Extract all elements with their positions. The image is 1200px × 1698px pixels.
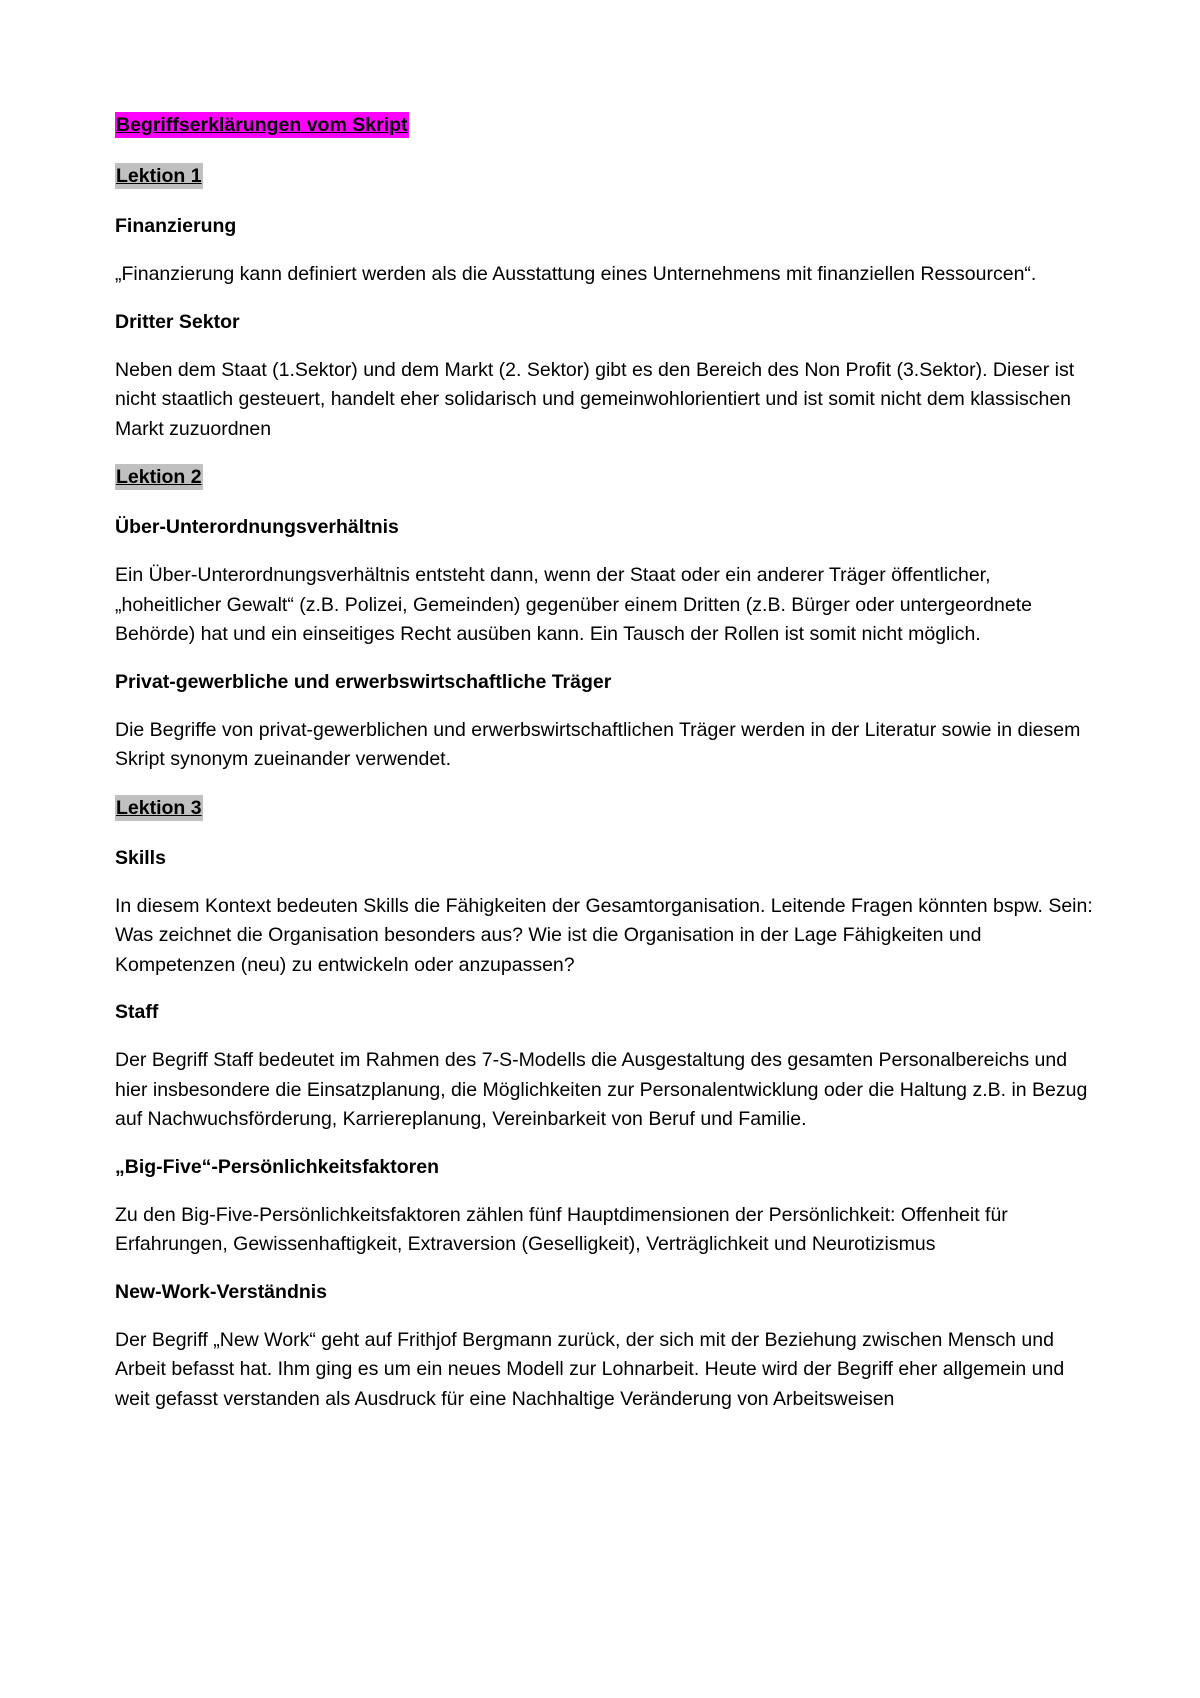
term-heading: Finanzierung bbox=[115, 215, 237, 237]
lesson-section bbox=[115, 464, 1100, 775]
term-heading: „Big-Five“-Persönlichkeitsfaktoren bbox=[115, 1155, 439, 1178]
document-title: Begriffserklärungen vom Skript bbox=[116, 114, 408, 136]
glossary-entry bbox=[115, 1280, 1100, 1415]
term-heading: Dritter Sektor bbox=[115, 310, 240, 333]
term-heading: Privat-gewerbliche und erwerbswirtschaftliche Träger bbox=[115, 670, 612, 693]
term-definition: Der Begriff „New Work“ geht auf Frithjof Bergmann zurück, der sich mit der Beziehung zwischen Mensch und Arbeit befasst hat. Ihm ging es um ein neues Modell zur Lohnarbeit. Heute wird der Begriff eher allgemein und weit gefasst verstanden als Ausdruck für eine Nachhaltige Veränderung von Arbeitsweisen bbox=[115, 1328, 1065, 1410]
glossary-entry bbox=[115, 310, 1100, 445]
document-title-row bbox=[115, 112, 1100, 163]
glossary-entry bbox=[115, 846, 1100, 981]
term-definition: Der Begriff Staff bedeutet im Rahmen des 7-S-Modells die Ausgestaltung des gesamten Personalbereichs und hier insbesondere die Einsatzplanung, die Möglichkeiten zur Personalentwicklung oder die Haltung z.B. in Bezug auf Nachwuchsförderung, Karriereplanung, Vereinbarkeit von Beruf und Familie. bbox=[115, 1049, 1088, 1130]
lesson-section bbox=[115, 795, 1100, 1415]
lesson-heading: Lektion 3 bbox=[116, 796, 202, 819]
term-definition: Die Begriffe von privat-gewerblichen und erwerbswirtschaftlichen Träger werden in der Literatur sowie in diesem Skript synonym zueinander verwendet. bbox=[115, 718, 1081, 770]
term-definition: Neben dem Staat (1.Sektor) und dem Markt (2. Sektor) gibt es den Bereich des Non Profit (3.Sektor). Dieser ist nicht staatlich gesteuert, handelt eher solidarisch und gemeinwohlorientiert und ist somit nicht dem klassischen Markt zuzuordnen bbox=[115, 358, 1075, 440]
term-definition: Zu den Big-Five-Persönlichkeitsfaktoren zählen fünf Hauptdimensionen der Persönlichkeit: Offenheit für Erfahrungen, Gewissenhaftigkeit, Extraversion (Geselligkeit), Verträglichkeit und Neurotizismus bbox=[115, 1203, 1008, 1255]
term-heading: Skills bbox=[115, 846, 166, 869]
glossary-entry bbox=[115, 515, 1100, 650]
term-heading: Über-Unterordnungsverhältnis bbox=[115, 516, 399, 538]
document-page bbox=[115, 112, 1100, 1434]
glossary-entry bbox=[115, 670, 1100, 775]
lesson-section bbox=[115, 163, 1100, 444]
term-definition: „Finanzierung kann definiert werden als die Ausstattung eines Unternehmens mit finanziellen Ressourcen“. bbox=[115, 263, 1037, 285]
glossary-entry bbox=[115, 1000, 1100, 1135]
term-heading: Staff bbox=[115, 1001, 159, 1023]
term-definition: Ein Über-Unterordnungsverhältnis entsteht dann, wenn der Staat oder ein anderer Träger öffentlicher, „hoheitlicher Gewalt“ (z.B. Polizei, Gemeinden) gegenüber einem Dritten (z.B. Bürger oder untergeordnete Behörde) hat und ein einseitiges Recht ausüben kann. Ein Tausch der Rollen ist somit nicht möglich. bbox=[115, 564, 1032, 645]
glossary-entry bbox=[115, 214, 1100, 290]
term-definition: In diesem Kontext bedeuten Skills die Fähigkeiten der Gesamtorganisation. Leitende Fragen könnten bspw. Sein: Was zeichnet die Organisation besonders aus? Wie ist die Organisation in der Lage Fähigkeiten und Kompetenzen (neu) zu entwickeln oder anzupassen? bbox=[115, 894, 1093, 976]
term-heading: New-Work-Verständnis bbox=[115, 1280, 328, 1303]
lesson-heading: Lektion 1 bbox=[116, 165, 202, 187]
lesson-heading: Lektion 2 bbox=[116, 466, 202, 488]
glossary-entry bbox=[115, 1155, 1100, 1260]
